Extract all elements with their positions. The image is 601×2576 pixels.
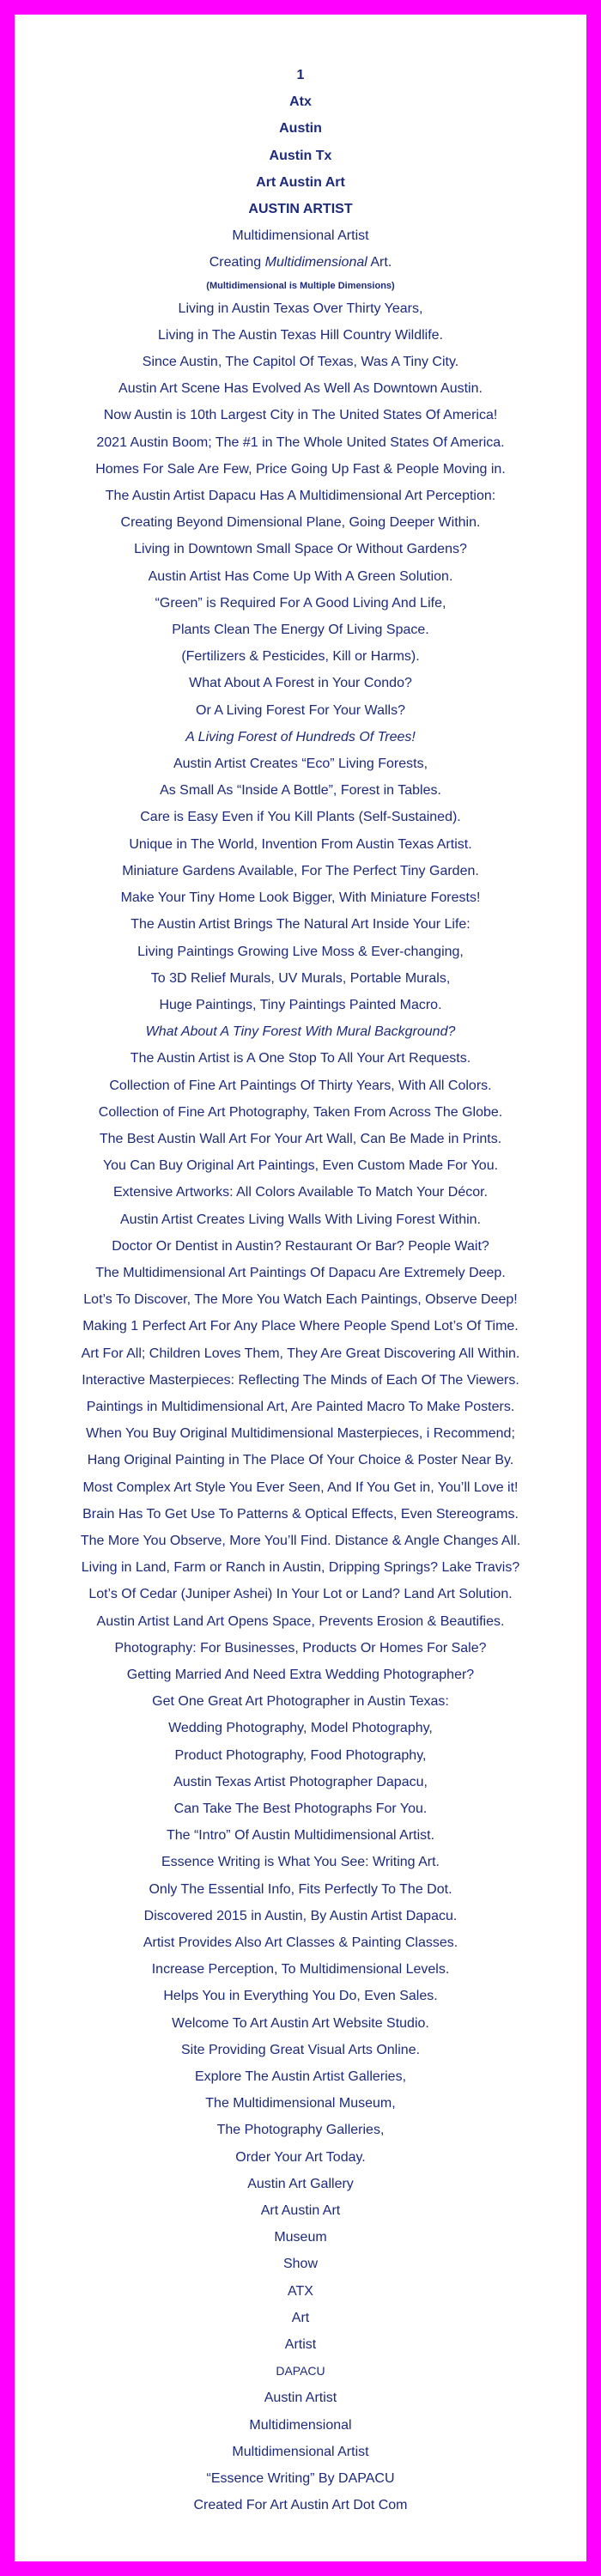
body-line: 2021 Austin Boom; The #1 in The Whole United States Of America.	[96, 434, 505, 450]
body-line: Or A Living Forest For Your Walls?	[196, 702, 405, 718]
body-line: Show	[282, 2257, 319, 2272]
body-line: Helps You in Everything You Do, Even Sales.	[163, 1989, 438, 2004]
body-line: Order Your Art Today.	[235, 2149, 366, 2165]
body-line: Since Austin, The Capitol Of Texas, Was A Tiny City.	[142, 355, 459, 370]
body-line: As Small As “Inside A Bottle”, Forest in Tables.	[160, 783, 441, 799]
body-line: Site Providing Great Visual Arts Online.	[180, 2042, 421, 2057]
body-line: Welcome To Art Austin Art Website Studio.	[172, 2015, 429, 2031]
body-line: The Austin Artist is A One Stop To All Your Art Requests.	[130, 1051, 471, 1066]
body-line: Lot’s Of Cedar (Juniper Ashei) In Your Lot or Land? Land Art Solution.	[88, 1587, 513, 1602]
body-line: Huge Paintings, Tiny Paintings Painted Macro.	[159, 997, 442, 1012]
body-line: Living in Land, Farm or Ranch in Austin, Dripping Springs? Lake Travis?	[81, 1560, 520, 1576]
body-line: Increase Perception, To Multidimensional Levels.	[151, 1962, 450, 1978]
body-line: Artist	[284, 2337, 317, 2353]
body-line: Discovered 2015 in Austin, By Austin Artist Dapacu.	[143, 1908, 458, 1923]
body-line: Photography: For Businesses, Products Or Homes For Sale?	[114, 1640, 487, 1656]
body-line: ATX	[288, 2283, 313, 2299]
body-line: Plants Clean The Energy Of Living Space.	[172, 623, 429, 638]
body-line: Product Photography, Food Photography,	[174, 1747, 427, 1763]
body-line: Created For Art Austin Art Dot Com	[193, 2498, 408, 2513]
body-line: Art	[291, 2310, 310, 2325]
intro-text: Art.	[367, 255, 392, 270]
body-line: Now Austin is 10th Largest City in The United States Of America!	[103, 408, 498, 423]
document-page	[15, 15, 586, 2561]
intro-emphasis: Multidimensional	[264, 255, 367, 270]
body-line: Interactive Masterpieces: Reflecting The Minds of Each Of The Viewers.	[82, 1372, 519, 1388]
body-line: Most Complex Art Style You Ever Seen, And If You Get in, You’ll Love it!	[82, 1479, 519, 1495]
body-line: Museum	[274, 2230, 327, 2245]
body-line: Collection of Fine Art Photography, Taken From Across The Globe.	[98, 1104, 503, 1120]
body-line: What About A Forest in Your Condo?	[189, 676, 412, 691]
body-line: Austin Art Scene Has Evolved As Well As Downtown Austin.	[118, 381, 483, 397]
body-line: Multidimensional	[249, 2417, 352, 2433]
body-line: The More You Observe, More You’ll Find. Distance & Angle Changes All.	[80, 1533, 521, 1548]
heading-line: Austin Tx	[269, 148, 332, 163]
body-line: Living in The Austin Texas Hill Country Wildlife.	[158, 327, 443, 343]
body-line: Care is Easy Even if You Kill Plants (Self-Sustained).	[140, 810, 461, 825]
body-line: The Photography Galleries,	[216, 2123, 385, 2138]
body-line: Only The Essential Info, Fits Perfectly To The Dot.	[149, 1881, 452, 1897]
body-line: Can Take The Best Photographs For You.	[173, 1801, 428, 1816]
body-line: Unique in The World, Invention From Austin Texas Artist.	[129, 836, 472, 852]
heading-line: AUSTIN ARTIST	[248, 202, 353, 217]
intro-line: Multidimensional Artist	[232, 228, 369, 244]
body-line: Multidimensional Artist	[232, 2444, 369, 2459]
body-line: Art Austin Art	[260, 2203, 341, 2219]
heading-line: Austin	[279, 121, 322, 137]
body-line: A Living Forest of Hundreds Of Trees!	[185, 729, 416, 744]
body-line: Wedding Photography, Model Photography,	[168, 1721, 433, 1736]
body-line: Austin Art Gallery	[247, 2176, 354, 2191]
body-line: The Austin Artist Brings The Natural Art Inside Your Life:	[131, 917, 470, 933]
heading-line: Atx	[289, 94, 312, 110]
body-line: Explore The Austin Artist Galleries,	[194, 2069, 407, 2085]
body-line: The Multidimensional Museum,	[205, 2096, 396, 2111]
body-line: Art For All; Children Loves Them, They Are Great Discovering All Within.	[81, 1346, 520, 1361]
body-line: Creating Beyond Dimensional Plane, Going Deeper Within.	[120, 515, 481, 531]
heading-line: Art Austin Art	[256, 174, 345, 190]
body-line: Essence Writing is What You See: Writing Art.	[161, 1855, 440, 1870]
body-line: “Green” is Required For A Good Living And Life,	[155, 595, 446, 611]
body-line: Get One Great Art Photographer in Austin Texas:	[152, 1694, 449, 1710]
body-line: Austin Artist Creates “Eco” Living Forests,	[173, 756, 428, 772]
body-line: You Can Buy Original Art Paintings, Even Custom Made For You.	[102, 1158, 499, 1174]
body-line: The Austin Artist Dapacu Has A Multidimensional Art Perception:	[105, 489, 496, 504]
body-line: Homes For Sale Are Few, Price Going Up Fast & People Moving in.	[95, 461, 506, 477]
heading-line: 1	[296, 68, 305, 82]
body-line: When You Buy Original Multidimensional Masterpieces, i Recommend;	[86, 1426, 515, 1442]
body-line: Living Paintings Growing Live Moss & Ever-changing,	[137, 944, 464, 959]
body-line: Lot’s To Discover, The More You Watch Each Paintings, Observe Deep!	[83, 1292, 518, 1308]
body-line: Brain Has To Get Use To Patterns & Optical Effects, Even Stereograms.	[82, 1506, 519, 1522]
body-line: The Multidimensional Art Paintings Of Dapacu Are Extremely Deep.	[95, 1265, 506, 1280]
body-line: DAPACU	[276, 2364, 325, 2379]
body-line: Austin Texas Artist Photographer Dapacu,	[173, 1774, 428, 1789]
intro-text: Creating	[209, 255, 265, 270]
body-line: Miniature Gardens Available, For The Perfect Tiny Garden.	[122, 863, 479, 878]
body-line: Hang Original Painting in The Place Of Your Choice & Poster Near By.	[87, 1453, 514, 1468]
body-line: Paintings in Multidimensional Art, Are Painted Macro To Make Posters.	[86, 1399, 515, 1414]
small-note: (Multidimensional is Multiple Dimensions)	[206, 280, 395, 291]
body-line: Extensive Artworks: All Colors Available To Match Your Décor.	[112, 1185, 489, 1200]
body-line: Artist Provides Also Art Classes & Painting Classes.	[143, 1935, 458, 1951]
body-line: “Essence Writing” By DAPACU	[206, 2471, 395, 2487]
body-line: Living in Downtown Small Space Or Without Gardens?	[134, 542, 467, 557]
body-line: Austin Artist	[264, 2391, 337, 2406]
body-line: Getting Married And Need Extra Wedding Photographer?	[126, 1667, 475, 1682]
body-line: Collection of Fine Art Paintings Of Thirty Years, With All Colors.	[109, 1078, 492, 1093]
body-line: Doctor Or Dentist in Austin? Restaurant Or Bar? People Wait?	[112, 1238, 489, 1254]
body-line: (Fertilizers & Pesticides, Kill or Harms).	[181, 649, 420, 665]
body-line: To 3D Relief Murals, UV Murals, Portable Murals,	[150, 970, 451, 986]
body-line: The “Intro” Of Austin Multidimensional Artist.	[166, 1828, 435, 1844]
body-line: Austin Artist Creates Living Walls With Living Forest Within.	[120, 1212, 481, 1227]
body-line: Make Your Tiny Home Look Bigger, With Miniature Forests!	[120, 890, 481, 906]
intro-line	[15, 249, 586, 276]
body-line: Austin Artist Has Come Up With A Green Solution.	[148, 568, 453, 584]
body-line: Living in Austin Texas Over Thirty Years,	[178, 301, 423, 316]
body-line: Making 1 Perfect Art For Any Place Where People Spend Lot’s Of Time.	[82, 1319, 519, 1334]
body-line: The Best Austin Wall Art For Your Art Wall, Can Be Made in Prints.	[99, 1131, 502, 1146]
body-line: Austin Artist Land Art Opens Space, Prevents Erosion & Beautifies.	[96, 1613, 505, 1629]
body-line: What About A Tiny Forest With Mural Background?	[145, 1024, 456, 1040]
